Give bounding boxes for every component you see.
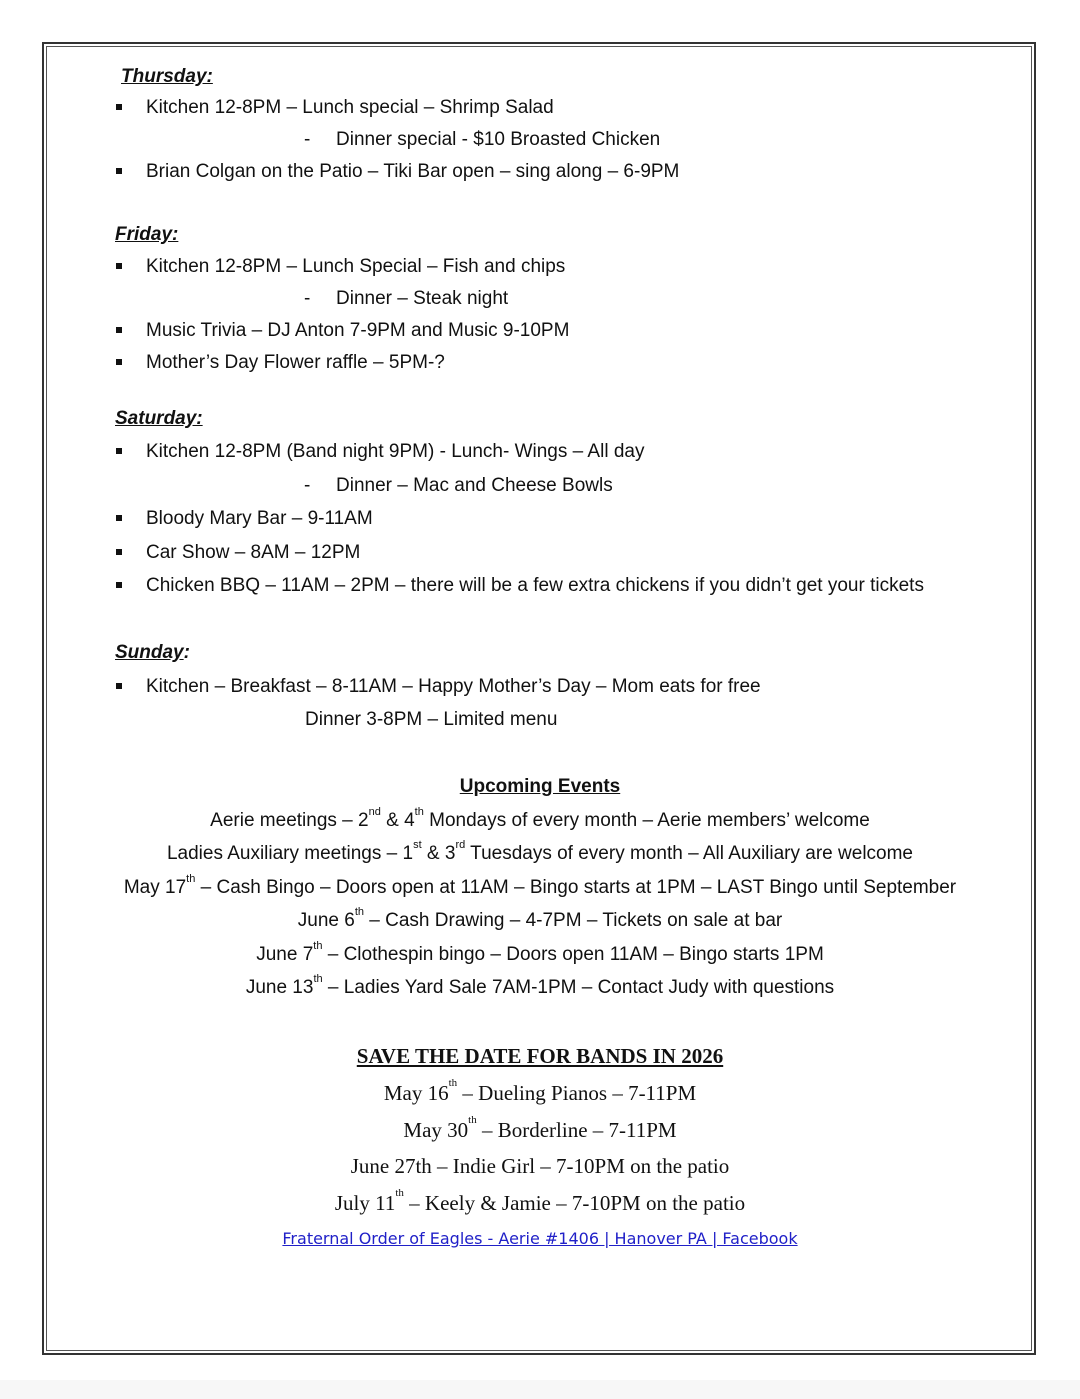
bullet-icon [116, 549, 122, 555]
upcoming-event-line: May 17th – Cash Bingo – Doors open at 11AM – Bingo starts at 1PM – LAST Bingo until September [123, 873, 957, 898]
friday-item-trivia: Music Trivia – DJ Anton 7-9PM and Music 9-10PM [146, 320, 570, 341]
friday-item-kitchen: Kitchen 12-8PM – Lunch Special – Fish and chips [146, 256, 566, 277]
bullet-icon [116, 448, 122, 454]
friday-heading: Friday: [115, 224, 179, 245]
saturday-item-kitchen: Kitchen 12-8PM (Band night 9PM) - Lunch- Wings – All day [146, 441, 645, 462]
bullet-icon [116, 359, 122, 365]
bullet-icon [116, 104, 122, 110]
saturday-item-bloody-mary: Bloody Mary Bar – 9-11AM [146, 508, 373, 529]
saturday-heading: Saturday: [115, 408, 203, 429]
upcoming-event-line: June 6th – Cash Drawing – 4-7PM – Tickets on sale at bar [297, 906, 783, 931]
sunday-heading-colon: : [183, 642, 190, 663]
upcoming-events-heading-text: Upcoming Events [459, 776, 621, 797]
saturday-dinner: Dinner – Mac and Cheese Bowls [336, 475, 613, 496]
upcoming-event-line: June 13th – Ladies Yard Sale 7AM-1PM – Contact Judy with questions [245, 973, 835, 998]
band-date-line: July 11th – Keely & Jamie – 7-10PM on the patio [334, 1187, 746, 1215]
sunday-dinner: Dinner 3-8PM – Limited menu [305, 709, 558, 730]
thursday-dinner-special: Dinner special - $10 Broasted Chicken [336, 129, 661, 150]
sunday-heading-text: Sunday [115, 642, 184, 663]
bullet-icon [116, 582, 122, 588]
facebook-link-row [0, 1229, 1080, 1249]
sunday-heading [115, 642, 190, 664]
upcoming-event-line: Ladies Auxiliary meetings – 1st & 3rd Tuesdays of every month – All Auxiliary are welcome [166, 839, 913, 864]
upcoming-event-line: Aerie meetings – 2nd & 4th Mondays of every month – Aerie members’ welcome [210, 806, 870, 831]
thursday-item-patio: Brian Colgan on the Patio – Tiki Bar open – sing along – 6-9PM [146, 161, 680, 182]
bullet-icon [116, 263, 122, 269]
save-the-date-heading-text: SAVE THE DATE FOR BANDS IN 2026 [356, 1044, 724, 1068]
band-date-line: May 16th – Dueling Pianos – 7-11PM [383, 1077, 697, 1105]
band-date-line: May 30th – Borderline – 7-11PM [403, 1114, 677, 1142]
bullet-icon [116, 683, 122, 689]
dash-icon: - [304, 475, 311, 496]
bullet-icon [116, 515, 122, 521]
dash-icon: - [304, 288, 311, 309]
sunday-item-kitchen: Kitchen – Breakfast – 8-11AM – Happy Mother’s Day – Mom eats for free [146, 676, 761, 697]
bullet-icon [116, 168, 122, 174]
band-date-line: June 27th – Indie Girl – 7-10PM on the patio [350, 1154, 730, 1178]
dash-icon: - [304, 129, 311, 150]
upcoming-event-line: June 7th – Clothespin bingo – Doors open 11AM – Bingo starts 1PM [256, 940, 824, 965]
save-the-date-heading [0, 1044, 1080, 1068]
facebook-link[interactable]: Fraternal Order of Eagles - Aerie #1406 | Hanover PA | Facebook [282, 1229, 798, 1248]
friday-item-raffle: Mother’s Day Flower raffle – 5PM-? [146, 352, 445, 373]
upcoming-events-heading [0, 776, 1080, 798]
saturday-item-car-show: Car Show – 8AM – 12PM [146, 542, 361, 563]
friday-dinner: Dinner – Steak night [336, 288, 509, 309]
thursday-heading: Thursday: [121, 66, 213, 87]
thursday-item-kitchen: Kitchen 12-8PM – Lunch special – Shrimp Salad [146, 97, 554, 118]
bullet-icon [116, 327, 122, 333]
saturday-item-chicken-bbq: Chicken BBQ – 11AM – 2PM – there will be a few extra chickens if you didn’t get your tickets [146, 575, 924, 596]
